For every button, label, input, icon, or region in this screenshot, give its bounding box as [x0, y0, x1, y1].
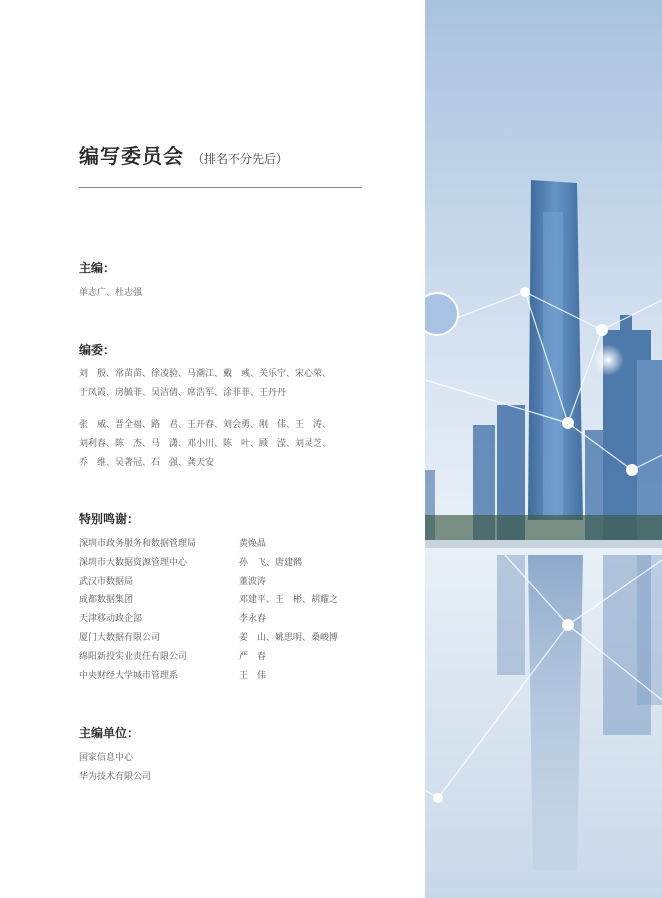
people-names: 董波涛 [239, 576, 267, 587]
chief-editors-names [79, 284, 369, 303]
list-item [79, 535, 338, 554]
people-names: 李永春 [239, 614, 267, 625]
organizers-list [79, 749, 369, 787]
list-item [79, 667, 338, 686]
skyline-illustration [425, 0, 662, 898]
page-title-row [79, 140, 288, 169]
organizers-heading: 主编单位： [79, 726, 140, 740]
org-name: 天津移动政企部 [79, 614, 143, 625]
editorial-board-heading: 编委： [79, 343, 116, 357]
page-subtitle: （排名不分先后） [192, 152, 289, 166]
chief-editors-line: 单志广、杜志强 [79, 288, 143, 298]
org-name: 厦门大数据有限公司 [79, 632, 161, 643]
skyline-photo [425, 0, 662, 898]
editorial-board-group-1 [79, 365, 369, 403]
editorial-board-group-2 [79, 416, 369, 473]
org-name: 成都数据集团 [79, 595, 134, 606]
editorial-board-line: 刘利春、陈 杰、马 潇、邓小川、陈 叶、顾 滢、刘灵芝、 [79, 439, 332, 449]
organizer-line: 华为技术有限公司 [79, 772, 152, 782]
chief-editors-heading: 主编： [79, 261, 116, 275]
large-node [425, 293, 458, 335]
list-item [79, 610, 338, 629]
organizer-line: 国家信息中心 [79, 753, 134, 763]
org-name: 武汉市数据局 [79, 576, 134, 587]
list-item [79, 648, 338, 667]
page-title: 编写委员会 [79, 144, 184, 168]
editorial-board-line: 刘 殷、常苗苗、徐凌验、马潮江、戴 彧、关乐宁、宋心荣、 [79, 369, 332, 379]
editorial-board-line: 于凤霞、房毓菲、吴洁倩、席浩军、涂菲菲、王丹丹 [79, 388, 287, 398]
org-name: 深圳市大数据资源管理中心 [79, 557, 188, 568]
people-names: 王 伟 [239, 670, 267, 681]
editorial-board-line: 张 威、晋全福、路 君、王开春、刘会勇、刚 伟、王 涛、 [79, 420, 332, 430]
title-divider [79, 187, 362, 188]
acknowledgements-heading: 特别鸣谢： [79, 512, 140, 526]
list-item [79, 629, 338, 648]
org-name: 中央财经大学城市管理系 [79, 670, 179, 681]
people-names: 黄焕晶 [239, 539, 267, 549]
acknowledgements-list [79, 535, 338, 685]
list-item [79, 554, 338, 573]
list-item [79, 591, 338, 610]
editorial-board-line: 乔 维、吴著冠、石 强、龚天安 [79, 458, 215, 468]
org-name: 绵阳新投实业责任有限公司 [79, 651, 188, 662]
people-names: 邓建平、王 彬、胡耀之 [239, 595, 339, 606]
people-names: 孙 飞、唐建鹘 [239, 557, 303, 568]
list-item [79, 573, 338, 592]
org-name: 深圳市政务服务和数据管理局 [79, 539, 197, 549]
people-names: 严 春 [239, 651, 267, 662]
light-flare [592, 344, 624, 376]
people-names: 姜 山、姚思明、桑峻博 [239, 632, 339, 643]
